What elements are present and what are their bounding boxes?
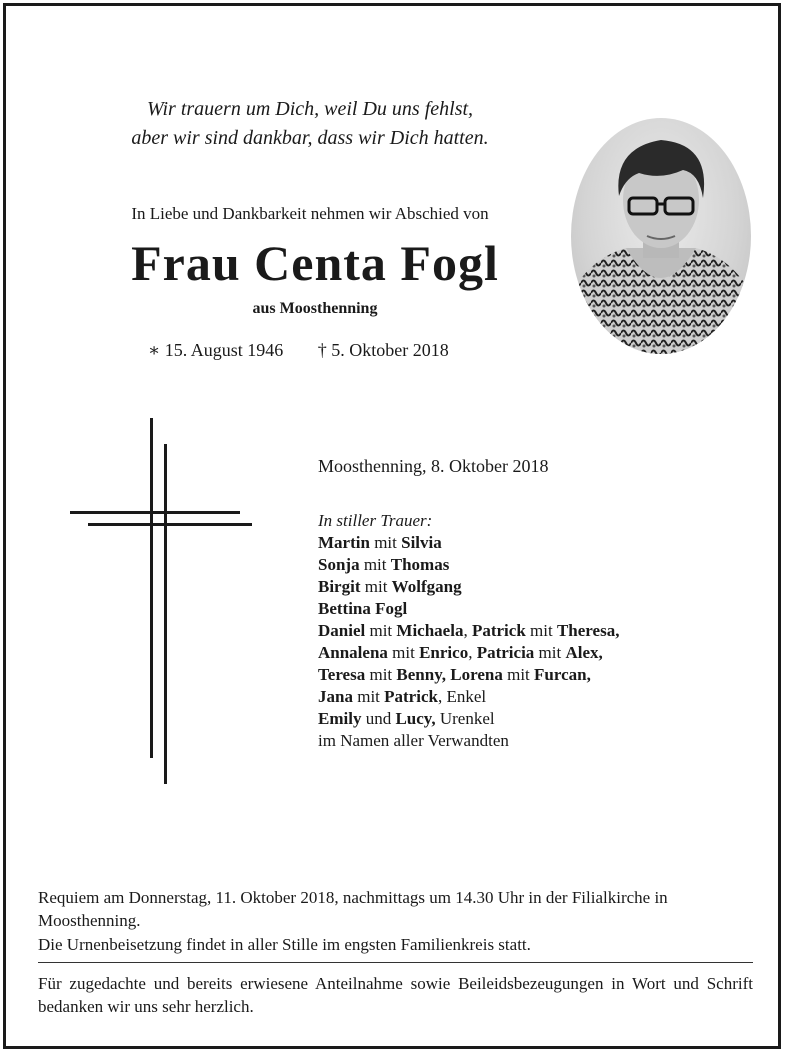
- mourner-name: Thomas: [390, 555, 450, 574]
- mourner-name: Lucy,: [395, 709, 436, 728]
- divider: [38, 962, 753, 963]
- mourner-connector: , Enkel: [437, 687, 487, 706]
- mourners-heading: In stiller Trauer:: [318, 511, 433, 530]
- mourner-line: [318, 642, 619, 664]
- mourner-connector: im Namen aller Verwandten: [318, 731, 509, 750]
- mourner-line: [318, 664, 619, 686]
- mourner-name: Jana: [318, 687, 353, 706]
- intro-text: In Liebe und Dankbarkeit nehmen wir Abschied von: [131, 204, 489, 223]
- mourner-name: Sonja: [318, 555, 360, 574]
- mourner-connector: mit: [360, 577, 392, 596]
- death-date: † 5. Oktober 2018: [317, 340, 449, 360]
- mourner-name: Wolfgang: [391, 577, 462, 596]
- portrait-photo: [571, 118, 751, 354]
- place-date: Moosthenning, 8. Oktober 2018: [318, 456, 549, 476]
- birth-date: ∗ 15. August 1946: [148, 340, 284, 360]
- mourner-connector: mit: [359, 555, 391, 574]
- mourner-connector: mit: [369, 533, 402, 552]
- requiem-notice: Requiem am Donnerstag, 11. Oktober 2018, nachmittags um 14.30 Uhr in der Filialkirche in Moosthenning.: [38, 888, 668, 930]
- life-dates: [148, 340, 479, 361]
- mourner-connector: Urenkel: [435, 709, 495, 728]
- mourner-line: [318, 708, 619, 730]
- mourner-name: Patricia: [476, 643, 535, 662]
- quote-line-1: Wir trauern um Dich, weil Du uns fehlst,: [146, 98, 474, 120]
- mourner-name: Teresa: [318, 665, 366, 684]
- origin-text: aus Moosthenning: [252, 300, 378, 317]
- mourner-name: Patrick: [471, 621, 526, 640]
- mourner-name: Annalena: [318, 643, 388, 662]
- mourner-name: Alex,: [565, 643, 603, 662]
- mourner-name: Emily: [318, 709, 362, 728]
- mourner-connector: mit: [534, 643, 566, 662]
- mourner-connector: und: [361, 709, 396, 728]
- mourner-line: [318, 554, 619, 576]
- mourner-connector: ,: [468, 643, 477, 662]
- mourner-name: Birgit: [318, 577, 361, 596]
- mourner-connector: mit: [502, 665, 535, 684]
- mourner-line: [318, 598, 619, 620]
- mourner-connector: ,: [463, 621, 472, 640]
- mourner-name: Furcan,: [534, 665, 591, 684]
- mourner-connector: mit: [525, 621, 557, 640]
- deceased-name: Frau Centa Fogl: [131, 235, 499, 291]
- mourner-line: [318, 620, 619, 642]
- mourner-line: [318, 686, 619, 708]
- mourner-name: Daniel: [318, 621, 366, 640]
- mourner-line: [318, 532, 619, 554]
- mourner-name: Patrick: [384, 687, 438, 706]
- mourner-connector: mit: [365, 665, 397, 684]
- memorial-quote: [0, 95, 620, 153]
- mourner-name: Enrico: [419, 643, 469, 662]
- mourner-name: Theresa,: [556, 621, 620, 640]
- mourner-name: Bettina Fogl: [318, 599, 408, 618]
- burial-notice: Die Urnenbeisetzung findet in aller Stille im engsten Familienkreis statt.: [38, 935, 531, 954]
- mourners-list: [318, 510, 619, 752]
- cross-icon: [70, 418, 252, 784]
- mourner-name: Martin: [318, 533, 370, 552]
- mourner-name: Michaela: [396, 621, 464, 640]
- mourner-line: [318, 730, 619, 752]
- mourner-name: Benny, Lorena: [396, 665, 503, 684]
- mourner-name: Silvia: [401, 533, 442, 552]
- mourner-connector: mit: [352, 687, 385, 706]
- mourner-connector: mit: [387, 643, 420, 662]
- mourner-connector: mit: [365, 621, 397, 640]
- thanks-notice: Für zugedachte und bereits erwiesene Anteilnahme sowie Beileidsbezeugungen in Wort und Schrift bedanken wir uns sehr herzlich.: [38, 974, 753, 1016]
- quote-line-2: aber wir sind dankbar, dass wir Dich hatten.: [131, 127, 489, 149]
- mourner-line: [318, 576, 619, 598]
